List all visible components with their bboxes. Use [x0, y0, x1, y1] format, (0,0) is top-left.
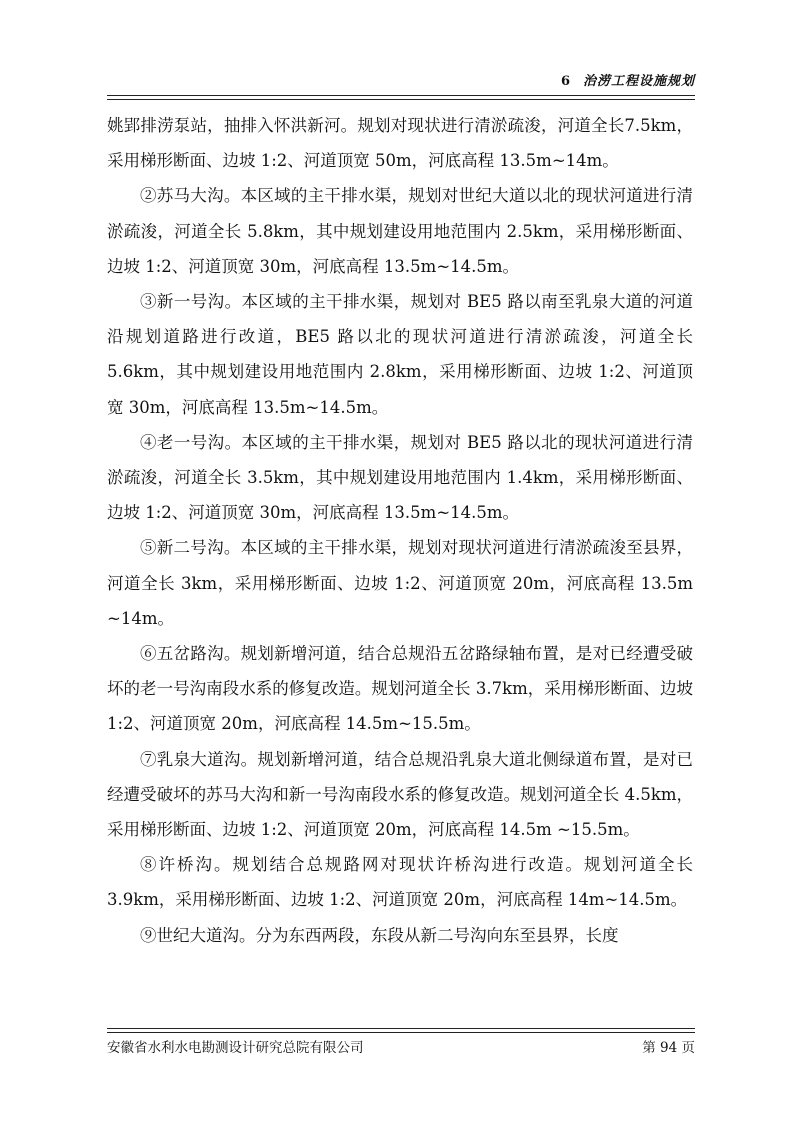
paragraph: ③新一号沟。本区域的主干排水渠，规划对 BE5 路以南至乳泉大道的河道沿规划道路进行改道，BE5 路以北的现状河道进行清淤疏浚，河道全长 5.6km，其中规划建设用地范围内 2.8km，采用梯形断面、边坡 1:2、河道顶宽 30m，河底高程 13.5m~14.5m。	[107, 292, 693, 417]
page-number: 第 94 页	[642, 1040, 695, 1056]
paragraph: ⑤新二号沟。本区域的主干排水渠，规划对现状河道进行清淤疏浚至县界，河道全长 3km，采用梯形断面、边坡 1:2、河道顶宽 20m，河底高程 13.5m ~14m。	[107, 538, 693, 628]
header-rule-thin	[107, 99, 695, 100]
paragraph: 姚郢排涝泵站，抽排入怀洪新河。规划对现状进行清淤疏浚，河道全长7.5km，采用梯形断面、边坡 1:2、河道顶宽 50m，河底高程 13.5m~14m。	[107, 116, 693, 171]
paragraph: ⑧许桥沟。规划结合总规路网对现状许桥沟进行改造。规划河道全长 3.9km，采用梯形断面、边坡 1:2、河道顶宽 20m，河底高程 14m~14.5m。	[107, 855, 693, 910]
header-rule-thick	[107, 95, 695, 96]
footer-organization: 安徽省水利水电勘测设计研究总院有限公司	[107, 1040, 364, 1056]
paragraph: ⑦乳泉大道沟。规划新增河道，结合总规沿乳泉大道北侧绿道布置，是对已经遭受破坏的苏马大沟和新一号沟南段水系的修复改造。规划河道全长 4.5km，采用梯形断面、边坡 1:2、河道顶宽 20m，河底高程 14.5m ~15.5m。	[107, 749, 693, 840]
page-header	[107, 70, 695, 92]
paragraph: ⑨世纪大道沟。分为东西两段，东段从新二号沟向东至县界，长度	[140, 925, 619, 945]
page-footer	[107, 1036, 695, 1058]
chapter-number: 6	[560, 74, 571, 89]
footer-rule-thick	[107, 1032, 695, 1033]
chapter-title: 治涝工程设施规划	[582, 74, 695, 89]
footer-rule-thin	[107, 1028, 695, 1029]
paragraph: ②苏马大沟。本区域的主干排水渠，规划对世纪大道以北的现状河道进行清淤疏浚，河道全长 5.8km，其中规划建设用地范围内 2.5km，采用梯形断面、边坡 1:2、河道顶宽 30m，河底高程 13.5m~14.5m。	[107, 186, 693, 276]
paragraph: ⑥五岔路沟。规划新增河道，结合总规沿五岔路绿轴布置，是对已经遭受破坏的老一号沟南段水系的修复改造。规划河道全长 3.7km，采用梯形断面、边坡 1:2、河道顶宽 20m，河底高程 14.5m~15.5m。	[107, 644, 693, 734]
paragraph: ④老一号沟。本区域的主干排水渠，规划对 BE5 路以北的现状河道进行清淤疏浚，河道全长 3.5km，其中规划建设用地范围内 1.4km，采用梯形断面、边坡 1:2、河道顶宽 30m，河底高程 13.5m~14.5m。	[107, 432, 693, 523]
body-text	[107, 108, 693, 953]
